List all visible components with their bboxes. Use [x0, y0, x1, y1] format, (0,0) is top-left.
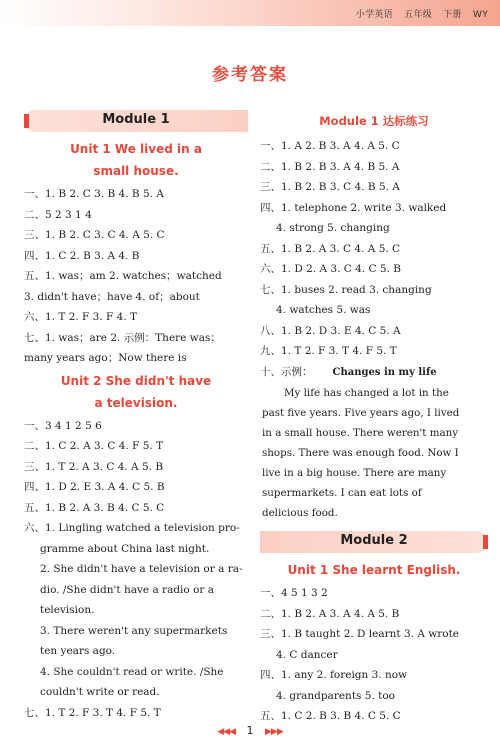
prev-arrows-icon: ◀◀◀ [217, 727, 235, 737]
unit-2-title-line2: a television. [94, 395, 178, 410]
answer-line: 一、1. A 2. B 3. A 4. A 5. C [260, 140, 400, 152]
answer-line: 六、1. Lingling watched a television pro- [24, 522, 240, 534]
answer-line: 三、1. T 2. A 3. C 4. A 5. B [24, 460, 164, 473]
answer-line: 三、1. B 2. B 3. C 4. B 5. A [260, 181, 400, 193]
answer-line: 七、1. was；are 2. 示例：There was； [24, 331, 221, 344]
essay-line: delicious food. [262, 507, 338, 519]
answer-line: 九、1. T 2. F 3. T 4. F 5. T [260, 345, 397, 357]
essay-line: past five years. Five years ago, I lived [262, 407, 460, 419]
answer-line: 八、1. B 2. D 3. E 4. C 5. A [260, 324, 401, 337]
module-1-label: Module 1 [102, 112, 170, 127]
answer-line: couldn't write or read. [40, 686, 160, 698]
answer-line: 一、1. B 2. C 3. B 4. B 5. A [24, 188, 164, 200]
header-subject: 小学英语 [355, 10, 393, 20]
essay-body [260, 383, 488, 523]
answer-line: 三、1. B taught 2. D learnt 3. A wrote [260, 628, 460, 640]
essay-line: supermarkets. I can eat lots of [262, 487, 422, 499]
answer-line: 七、1. T 2. F 3. T 4. F 5. T [24, 706, 161, 719]
answer-line: 2. She didn't have a television or a ra- [40, 563, 243, 575]
module-2-banner [260, 531, 488, 553]
answer-line: 二、5 2 3 1 4 [24, 208, 92, 221]
practice-answers-2 [260, 239, 488, 301]
answer-line: many years ago；Now there is [24, 352, 187, 364]
answer-line: television. [40, 604, 95, 616]
essay-line: shops. There was enough food. Now I [262, 447, 459, 459]
answer-line: ten years ago. [40, 645, 116, 657]
header-grade: 五年级 [404, 10, 433, 20]
answer-line: 四、1. any 2. foreign 3. now [260, 669, 408, 681]
answer-line: 六、1. D 2. A 3. C 4. C 5. B [260, 263, 401, 275]
answer-line: 3. There weren't any supermarkets [40, 624, 228, 637]
answer-line: 六、1. T 2. F 3. F 4. T [24, 311, 138, 323]
next-arrows-icon: ▶▶▶ [265, 727, 283, 737]
answer-line: 四、1. telephone 2. write 3. walked [260, 201, 447, 214]
answer-line: 4. watches 5. was [276, 304, 371, 316]
practice-answers-3 [260, 321, 488, 362]
module-1-practice-title: Module 1 达标练习 [319, 114, 429, 128]
unit-1-answers [24, 184, 248, 369]
answer-line: 五、1. B 2. A 3. B 4. C 5. C [24, 501, 165, 514]
answer-line: 3. didn't have；have 4. of；about [24, 290, 200, 303]
module-1-banner [24, 110, 248, 132]
answer-line: 4. strong 5. changing [276, 222, 390, 234]
answer-line: 四、1. D 2. E 3. A 4. C 5. B [24, 481, 165, 493]
unit-1-title-line2: small house. [93, 164, 179, 178]
essay-line: in a small house. There weren't many [262, 427, 459, 439]
module-2-answers [260, 583, 488, 645]
essay-line: live in a big house. There are many [262, 467, 447, 479]
page-number: 1 [246, 724, 254, 737]
unit-2-answers [24, 416, 248, 539]
answer-line: 五、1. B 2. A 3. C 4. A 5. C [260, 242, 401, 255]
unit-2-title-line1: Unit 2 She didn't have [60, 373, 212, 388]
answer-line: 五、1. was；am 2. watches；watched [24, 270, 222, 282]
header-volume: 下册 [443, 10, 462, 20]
essay-title: Changes in my life [332, 366, 437, 378]
answer-line: 二、1. B 2. A 3. A 4. A 5. B [260, 607, 400, 620]
essay-line: My life has changed a lot in the [284, 387, 449, 399]
page-title: 参考答案 [212, 65, 288, 85]
unit-2-answers-indented [24, 539, 248, 703]
header-bar [0, 0, 500, 26]
answer-line: 七、1. buses 2. read 3. changing [260, 283, 432, 296]
module-2-unit-1-title: Unit 1 She learnt English. [287, 563, 461, 577]
answer-line: 五、1. C 2. B 3. B 4. C 5. C [260, 710, 401, 722]
unit-1-title-line1: Unit 1 We lived in a [70, 142, 202, 156]
answer-line: 二、1. B 2. B 3. A 4. B 5. A [260, 160, 400, 173]
left-column [24, 110, 248, 723]
answer-line: gramme about China last night. [40, 542, 210, 555]
answer-line: 二、1. C 2. A 3. C 4. F 5. T [24, 440, 164, 452]
essay-prefix: 十、示例： [260, 365, 313, 378]
answer-line: 四、1. C 2. B 3. A 4. B [24, 249, 140, 262]
module-2-label: Module 2 [340, 533, 408, 548]
answer-line: 一、3 4 1 2 5 6 [24, 419, 102, 432]
answer-line: 4. C dancer [276, 648, 338, 661]
answer-line: 三、1. B 2. C 3. C 4. A 5. C [24, 229, 165, 241]
page-footer [0, 724, 500, 737]
header-info [348, 7, 488, 20]
answer-line: 4. She couldn't read or write. /She [40, 665, 224, 678]
essay-header [260, 362, 488, 384]
right-column [260, 110, 488, 727]
practice-answers [260, 136, 488, 218]
header-edition: WY [473, 10, 488, 20]
answer-line: dio. /She didn't have a radio or a [40, 583, 215, 596]
answer-line: 4. grandparents 5. too [276, 689, 395, 702]
answer-line: 一、4 5 1 3 2 [260, 587, 328, 599]
